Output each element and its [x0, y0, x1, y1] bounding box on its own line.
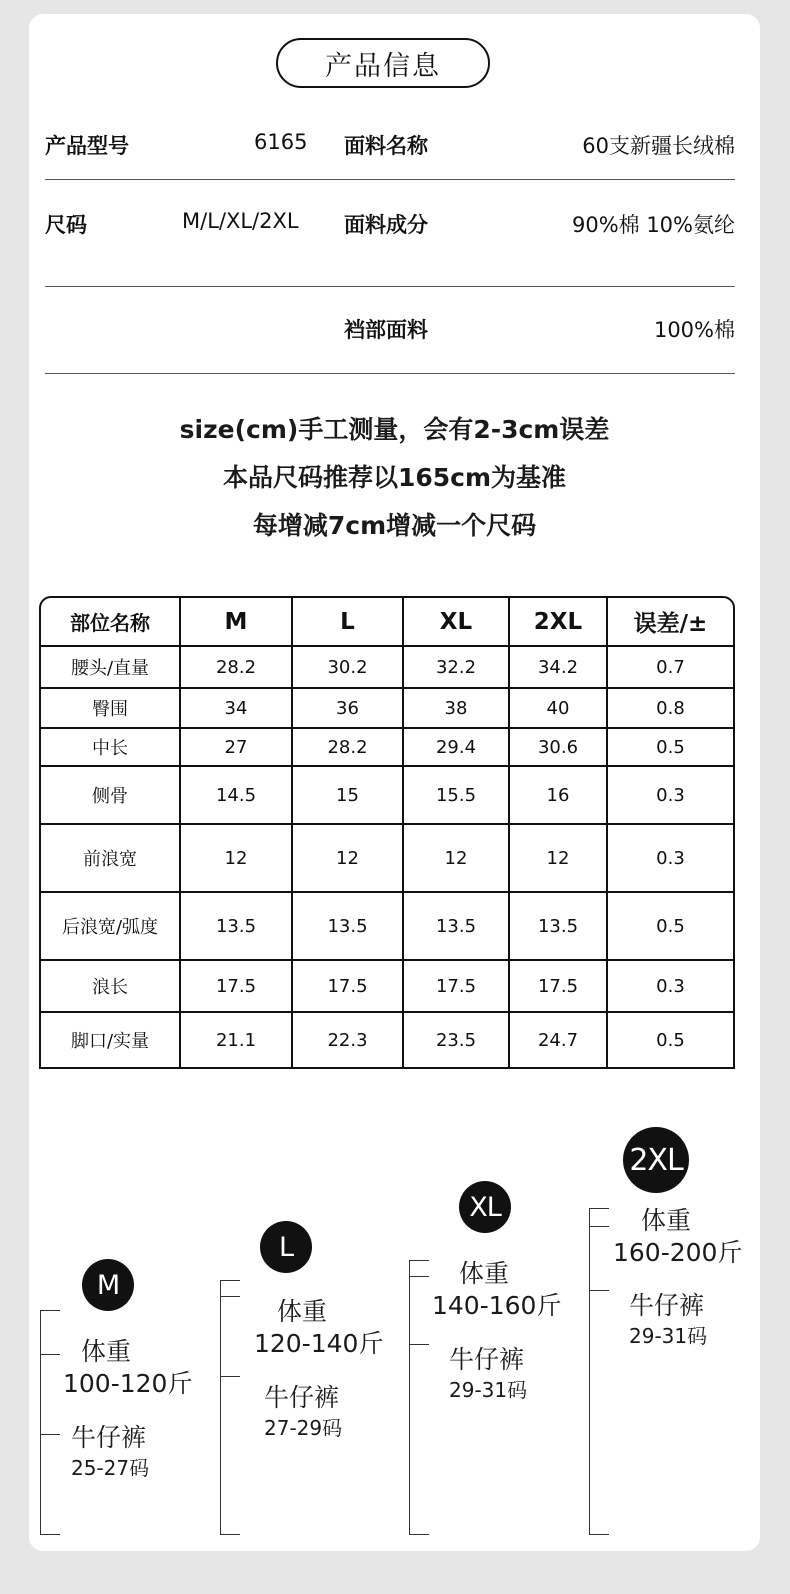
table-cell: 21.1: [181, 1013, 293, 1067]
table-cell: 15.5: [404, 767, 510, 825]
bracket-tick: [589, 1226, 609, 1227]
bracket-tick: [409, 1534, 429, 1535]
bracket-tick: [220, 1296, 240, 1297]
jeans-label: 牛仔裤: [449, 1345, 525, 1374]
table-cell: 腰头/直量: [41, 647, 181, 689]
table-cell: 13.5: [181, 893, 293, 961]
table-cell: 14.5: [181, 767, 293, 825]
table-cell: 32.2: [404, 647, 510, 689]
table-header-row: [41, 598, 733, 647]
table-cell: 38: [404, 689, 510, 729]
bracket-tick: [40, 1434, 60, 1435]
weight-label: 体重: [459, 1259, 510, 1288]
bracket-tick: [409, 1276, 429, 1277]
table-cell: 13.5: [293, 893, 404, 961]
jeans-label: 牛仔裤: [629, 1291, 705, 1320]
table-cell: 29.4: [404, 729, 510, 767]
size-badge-m: M: [82, 1259, 134, 1311]
bracket-tick: [220, 1376, 240, 1377]
fabric-composition-value: 90%棉 10%氨纶: [571, 213, 735, 237]
info-row-model: [45, 130, 735, 160]
weight-range: 120-140斤: [254, 1329, 384, 1358]
jeans-size: 29-31码: [629, 1324, 708, 1348]
model-value: 6165: [254, 130, 308, 154]
bracket-tick: [589, 1290, 609, 1291]
table-cell: 0.3: [608, 767, 733, 825]
table-cell: 27: [181, 729, 293, 767]
header-cell: XL: [404, 598, 510, 647]
note-line: size(cm)手工测量，会有2-3cm误差: [179, 415, 610, 444]
table-cell: 22.3: [293, 1013, 404, 1067]
divider: [45, 373, 735, 374]
weight-range: 160-200斤: [613, 1238, 743, 1267]
size-badge-xl: XL: [459, 1181, 511, 1233]
weight-range: 140-160斤: [432, 1291, 562, 1320]
table-cell: 28.2: [181, 647, 293, 689]
size-badge-2xl: 2XL: [623, 1127, 689, 1193]
table-row: [41, 729, 733, 767]
crotch-fabric-value: 100%棉: [653, 318, 735, 342]
table-cell: 前浪宽: [41, 825, 181, 893]
table-cell: 17.5: [181, 961, 293, 1013]
jeans-label: 牛仔裤: [71, 1423, 147, 1452]
table-cell: 0.5: [656, 1029, 685, 1051]
table-cell: 13.5: [510, 893, 608, 961]
product-info-card: [29, 14, 760, 1551]
table-cell: 15: [293, 767, 404, 825]
table-cell: 17.5: [510, 961, 608, 1013]
header-cell: L: [293, 598, 404, 647]
size-chart-table: [39, 596, 735, 1069]
table-cell: 12: [404, 825, 510, 893]
table-cell: 12: [293, 825, 404, 893]
weight-range: 100-120斤: [63, 1369, 193, 1398]
header-cell: 误差/±: [608, 598, 733, 647]
table-cell: 0.3: [608, 825, 733, 893]
bracket-line: [40, 1310, 61, 1534]
table-cell: 34.2: [510, 647, 608, 689]
table-row: [41, 961, 733, 1013]
bracket-tick: [220, 1280, 240, 1281]
weight-label: 体重: [81, 1337, 132, 1366]
table-cell: 中长: [41, 729, 181, 767]
divider: [45, 286, 735, 287]
weight-label: 体重: [277, 1297, 328, 1326]
table-cell: 0.7: [608, 647, 733, 689]
info-row-crotch: [45, 314, 735, 344]
bracket-tick: [40, 1354, 60, 1355]
size-badge-l: L: [260, 1221, 312, 1273]
bracket-line: [220, 1280, 241, 1534]
header-cell: 2XL: [510, 598, 608, 647]
table-row: [41, 1013, 733, 1067]
weight-label: 体重: [641, 1206, 692, 1235]
header-cell: 部位名称: [41, 598, 181, 647]
table-cell: 23.5: [404, 1013, 510, 1067]
fabric-name-value: 60支新疆长绒棉: [582, 134, 735, 158]
jeans-size: 27-29码: [264, 1416, 343, 1440]
table-cell: 36: [293, 689, 404, 729]
bracket-line: [589, 1208, 610, 1534]
note-line: 每增减7cm增减一个尺码: [252, 511, 537, 540]
table-cell: 24.7: [510, 1013, 608, 1067]
table-cell: 臀围: [41, 689, 181, 729]
crotch-fabric-label: 裆部面料: [344, 318, 428, 342]
table-cell: 浪长: [41, 961, 181, 1013]
table-cell: 0.5: [608, 729, 733, 767]
size-label: 尺码: [45, 213, 87, 237]
table-cell: 12: [181, 825, 293, 893]
jeans-size: 25-27码: [71, 1456, 150, 1480]
table-row: [41, 893, 733, 961]
table-cell: 30.2: [293, 647, 404, 689]
bracket-tick: [220, 1534, 240, 1535]
table-cell: 后浪宽/弧度: [41, 893, 181, 961]
section-title: 产品信息: [276, 38, 490, 88]
table-cell: 0.8: [608, 689, 733, 729]
table-cell: 17.5: [293, 961, 404, 1013]
jeans-size: 29-31码: [449, 1378, 528, 1402]
fabric-composition-label: 面料成分: [344, 213, 428, 237]
bracket-tick: [40, 1310, 60, 1311]
info-row-size: [45, 209, 735, 239]
bracket-tick: [409, 1344, 429, 1345]
note-line: 本品尺码推荐以165cm为基准: [222, 463, 567, 492]
table-cell: 40: [510, 689, 608, 729]
divider: [45, 179, 735, 180]
bracket-tick: [40, 1534, 60, 1535]
table-cell: 12: [510, 825, 608, 893]
table-cell: 34: [181, 689, 293, 729]
table-cell: 脚口/实量: [41, 1013, 181, 1067]
size-value: M/L/XL/2XL: [182, 209, 299, 233]
fabric-name-label: 面料名称: [344, 134, 428, 158]
table-row: [41, 767, 733, 825]
table-cell: 0.3: [608, 961, 733, 1013]
model-label: 产品型号: [45, 134, 129, 158]
table-cell: 13.5: [404, 893, 510, 961]
jeans-label: 牛仔裤: [264, 1383, 340, 1412]
table-cell: 16: [510, 767, 608, 825]
table-row: [41, 689, 733, 729]
table-cell: 28.2: [293, 729, 404, 767]
table-cell: 30.6: [510, 729, 608, 767]
table-cell: 0.5: [608, 893, 733, 961]
measurement-notes: [29, 406, 760, 550]
table-row: [41, 647, 733, 689]
bracket-tick: [589, 1208, 609, 1209]
table-row: [41, 825, 733, 893]
header-cell: M: [181, 598, 293, 647]
table-cell: 17.5: [404, 961, 510, 1013]
bracket-tick: [409, 1260, 429, 1261]
bracket-line: [409, 1260, 430, 1534]
table-cell: 侧骨: [41, 767, 181, 825]
bracket-tick: [589, 1534, 609, 1535]
